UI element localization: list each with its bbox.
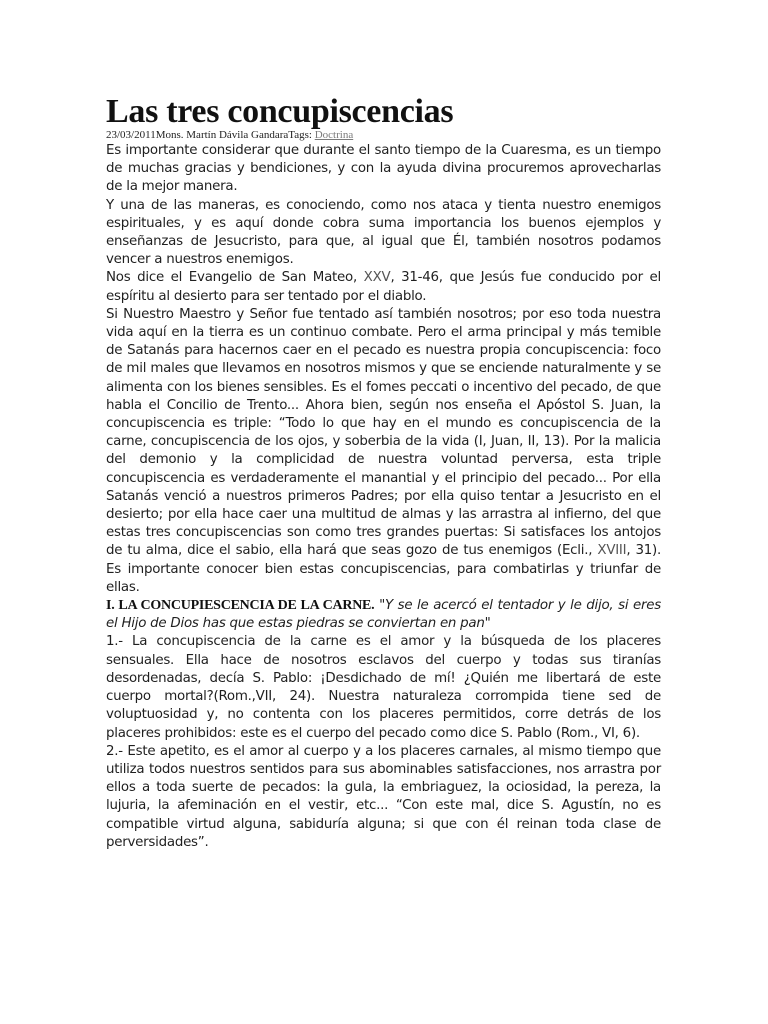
paragraph-concupiscence-text-b: , 31). Es importante conocer bien estas concupiscencias, para combatirlas y triunfar de ellas. — [106, 543, 661, 595]
article-body — [106, 142, 661, 852]
article-title: Las tres concupiscencias — [106, 93, 454, 130]
roman-numeral: XXV — [363, 270, 391, 286]
section-heading: I. LA CONCUPIESCENCIA DE LA CARNE. — [106, 598, 375, 614]
paragraph-gospel-text-b: , 31-46, que Jesús fue conducido por el espíritu al desierto para ser tentado por el diablo. — [106, 270, 661, 304]
article-date: 23/03/2011 — [106, 129, 156, 141]
section-quote: "Y se le acercó el tentador y le dijo, si eres el Hijo de Dios has que estas piedras se conviertan en pan" — [106, 598, 661, 632]
paragraph-point-1: 1.- La concupiscencia de la carne es el amor y la búsqueda de los placeres sensuales. Ella hace de nosotros esclavos del cuerpo y todas sus tiranías desordenadas, decía S. Pablo: ¡Desdichado de mí! ¿Quién me libertará de este cuerpo mortal?(Rom.,VII, 24). Nuestra naturaleza corrompida tiene sed de voluptuosidad y, no contenta con los placeres permitidos, corre detrás de los placeres prohibidos: este es el cuerpo del pecado como dice S. Pablo (Rom., VI, 6). — [106, 634, 661, 741]
paragraph-gospel — [106, 269, 661, 305]
section-heading-line — [106, 597, 661, 633]
paragraph-concupiscence — [106, 306, 661, 597]
article — [106, 92, 661, 852]
paragraph-concupiscence-text-a: Si Nuestro Maestro y Señor fue tentado así también nosotros; por eso toda nuestra vida aquí en la tierra es un continuo combate. Pero el arma principal y más temible de Satanás para hacernos caer en el pecado es nuestra propia concupiscencia: foco de mil males que llevamos en nosotros mismos y que se enciende naturalmente y se alimenta con los bienes sensibles. Es el fomes peccati o incentivo del pecado, de que habla el Concilio de Trento... Ahora bien, según nos enseña el Apóstol S. Juan, la concupiscencia es triple: “Todo lo que hay en el mundo es concupiscencia de la carne, concupiscencia de los ojos, y soberbia de la vida (I, Juan, II, 13). Por la malicia del demonio y la complicidad de nuestra voluntad perversa, esta triple concupiscencia es verdaderamente el manantial y el principio del pecado... Por ella Satanás venció a nuestros primeros Padres; por ella quiso tentar a Jesucristo en el desierto; por ella hace caer una multitud de almas y las arrastra al infierno, del que estas tres concupiscencias son como tres grandes puertas: Si satisfaces los antojos de tu alma, dice el sabio, ella hará que seas gozo de tus enemigos (Ecli., — [106, 306, 661, 559]
article-author: Mons. Martín Dávila Gandara — [155, 129, 289, 141]
paragraph-intro: Es importante considerar que durante el santo tiempo de la Cuaresma, es un tiempo de muchas gracias y bendiciones, y con la ayuda divina procuremos aprovecharlas de la mejor manera. — [106, 143, 661, 195]
tags-label: Tags: — [288, 129, 312, 141]
paragraph-enemies: Y una de las maneras, es conociendo, como nos ataca y tienta nuestro enemigos espirituales, y es aquí donde cobra suma importancia los buenos ejemplos y enseñanzas de Jesucristo, para que, al igual que Él, también nosotros podamos vencer a nuestros enemigos. — [106, 197, 661, 268]
paragraph-point-2: 2.- Este apetito, es el amor al cuerpo y a los placeres carnales, al mismo tiempo que utiliza todos nuestros sentidos para sus abominables satisfacciones, nos arrastra por ellos a toda suerte de pecados: la gula, la embriaguez, la ociosidad, la pereza, la lujuria, la afeminación en el vestir, etc... “Con este mal, dice S. Agustín, no es compatible virtud alguna, sabiduría alguna; si que con él reinan toda clase de perversidades”. — [106, 743, 661, 850]
roman-numeral: XVIII — [597, 543, 627, 559]
tag-link-doctrina[interactable]: Doctrina — [314, 129, 354, 141]
paragraph-gospel-text-a: Nos dice el Evangelio de San Mateo, — [106, 270, 364, 286]
